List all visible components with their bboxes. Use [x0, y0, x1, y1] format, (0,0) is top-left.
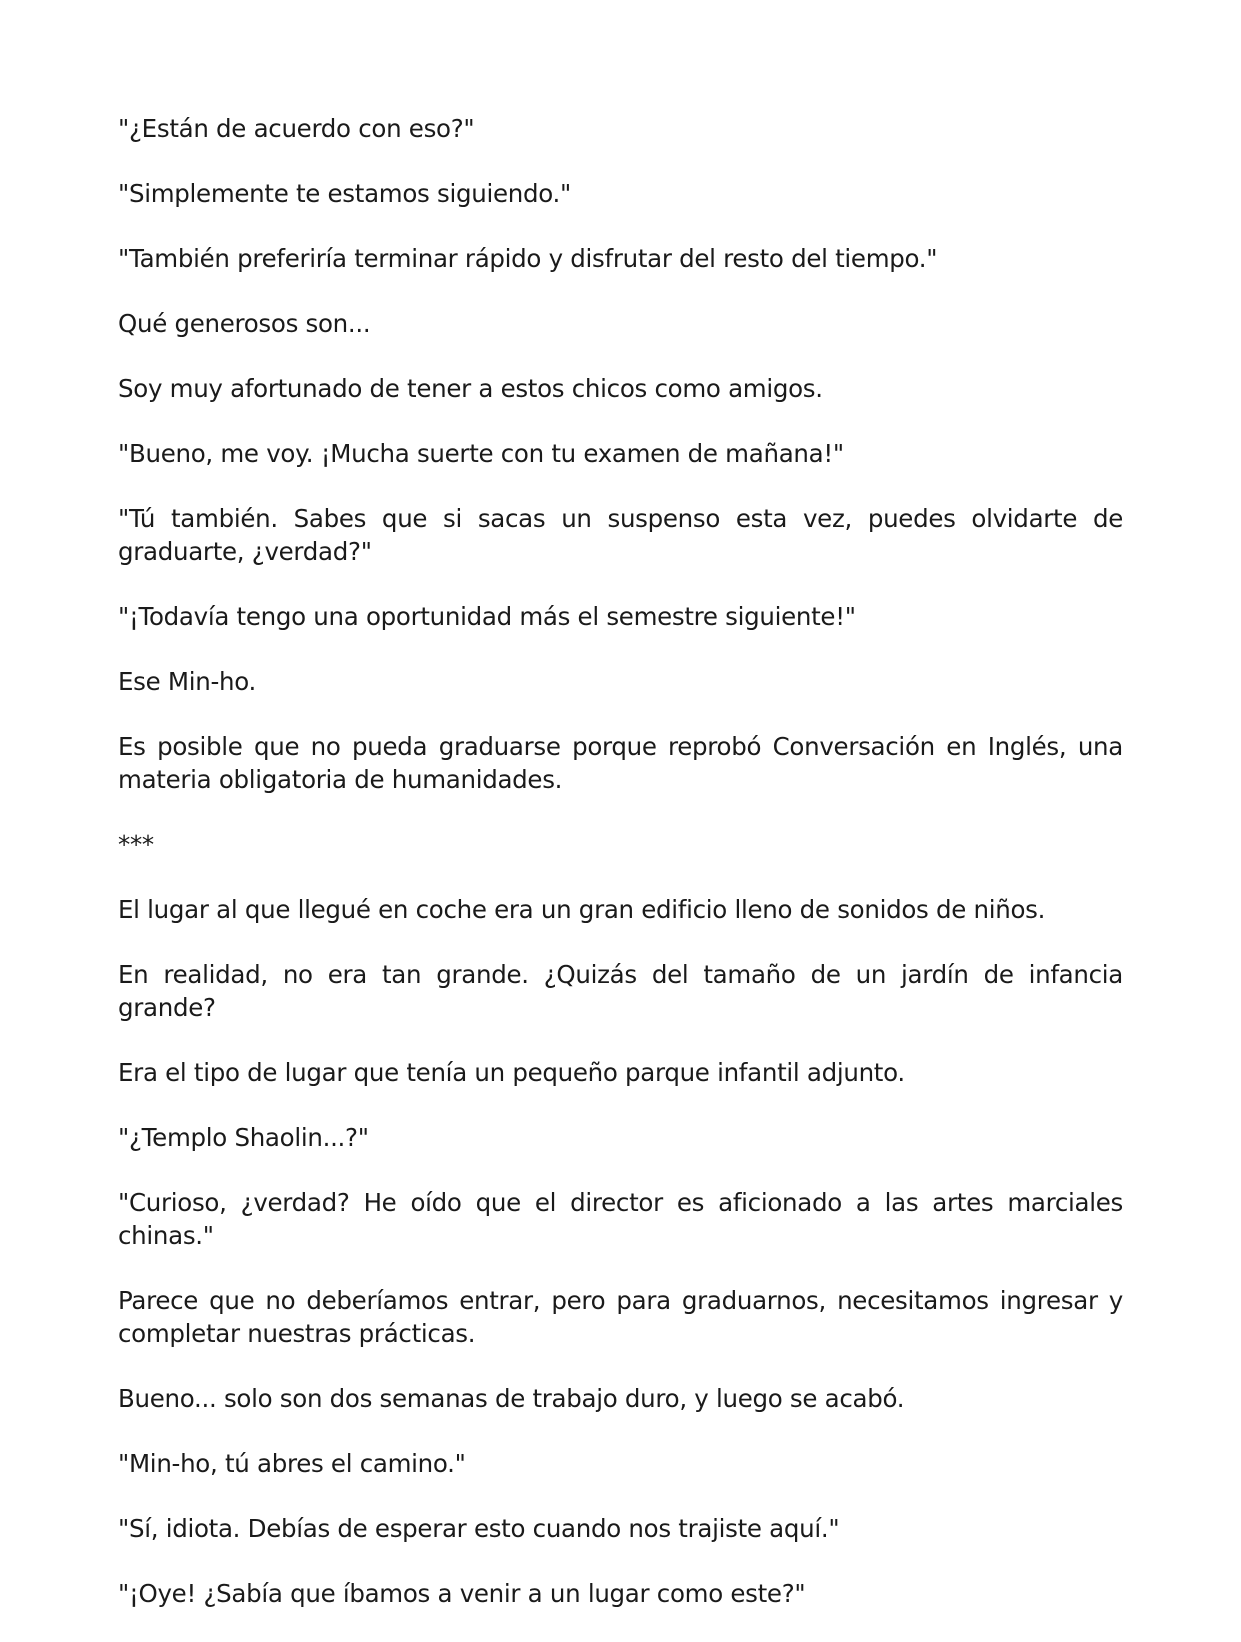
paragraph: "¿Están de acuerdo con eso?" — [118, 114, 475, 143]
paragraph: "Simplemente te estamos siguiendo." — [118, 179, 571, 208]
paragraph: "Min-ho, tú abres el camino." — [118, 1449, 466, 1478]
paragraph: Era el tipo de lugar que tenía un pequeño parque infantil adjunto. — [118, 1058, 905, 1087]
paragraph: "¡Oye! ¿Sabía que íbamos a venir a un lugar como este?" — [118, 1579, 806, 1608]
paragraph: Soy muy afortunado de tener a estos chicos como amigos. — [118, 374, 823, 403]
paragraph: En realidad, no era tan grande. ¿Quizás del tamaño de un jardín de infancia grande? — [118, 960, 1123, 1022]
paragraph: Parece que no deberíamos entrar, pero para graduarnos, necesitamos ingresar y completar nuestras prácticas. — [118, 1286, 1123, 1348]
paragraph: "Sí, idiota. Debías de esperar esto cuando nos trajiste aquí." — [118, 1514, 840, 1543]
paragraph: El lugar al que llegué en coche era un gran edificio lleno de sonidos de niños. — [118, 895, 1046, 924]
paragraph: Qué generosos son... — [118, 309, 371, 338]
paragraph: Bueno... solo son dos semanas de trabajo duro, y luego se acabó. — [118, 1384, 905, 1413]
paragraph: Ese Min-ho. — [118, 667, 256, 696]
paragraph: "Tú también. Sabes que si sacas un suspenso esta vez, puedes olvidarte de graduarte, ¿verdad?" — [118, 504, 1123, 566]
body-text — [118, 112, 1123, 1642]
paragraph: "Curioso, ¿verdad? He oído que el director es aficionado a las artes marciales chinas." — [118, 1188, 1123, 1250]
paragraph: "Bueno, me voy. ¡Mucha suerte con tu examen de mañana!" — [118, 439, 844, 468]
paragraph: "También preferiría terminar rápido y disfrutar del resto del tiempo." — [118, 244, 938, 273]
paragraph: Es posible que no pueda graduarse porque reprobó Conversación en Inglés, una materia obligatoria de humanidades. — [118, 732, 1123, 794]
paragraph: "¡Todavía tengo una oportunidad más el semestre siguiente!" — [118, 602, 856, 631]
paragraph: "¿Templo Shaolin...?" — [118, 1123, 369, 1152]
scene-break: *** — [118, 830, 154, 859]
